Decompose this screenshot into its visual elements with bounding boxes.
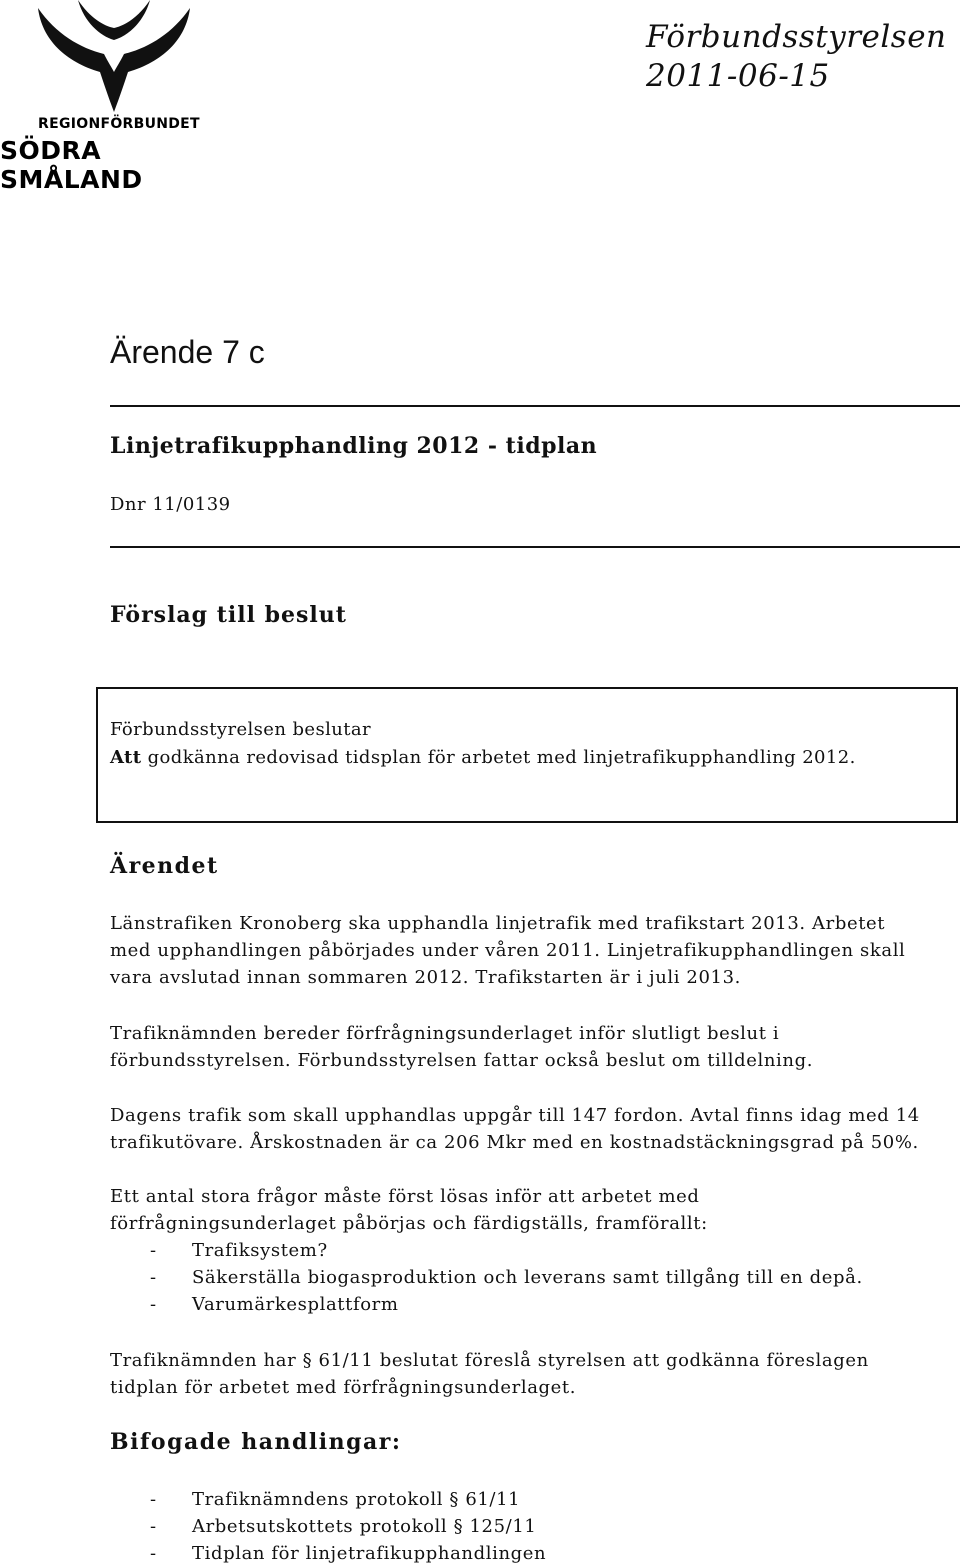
paragraph-line: Trafiknämnden har § 61/11 beslutat föreslå styrelsen att godkänna föreslagen bbox=[110, 1350, 869, 1371]
decision-att-word: Att bbox=[110, 747, 142, 768]
proposal-heading: Förslag till beslut bbox=[110, 602, 347, 628]
attachments-list bbox=[110, 1486, 950, 1567]
paragraph-line: tidplan för arbetet med förfrågningsunderlaget. bbox=[110, 1377, 577, 1398]
list-item: - Arbetsutskottets protokoll § 125/11 bbox=[110, 1513, 950, 1540]
paragraph-committee bbox=[110, 1020, 950, 1074]
list-item: - Varumärkesplattform bbox=[110, 1291, 950, 1318]
paragraph-line: med upphandlingen påbörjades under våren 2011. Linjetrafikupphandlingen skall bbox=[110, 940, 906, 961]
subject-heading: Linjetrafikupphandling 2012 - tidplan bbox=[110, 433, 598, 459]
divider-top bbox=[110, 405, 960, 407]
list-item: - Trafiknämndens protokoll § 61/11 bbox=[110, 1486, 950, 1513]
bird-emblem-icon bbox=[4, 0, 224, 115]
decision-text bbox=[110, 747, 856, 768]
header-date: 2011-06-15 bbox=[646, 58, 830, 94]
decision-intro: Förbundsstyrelsen beslutar bbox=[110, 719, 372, 740]
paragraph-line: Trafiknämnden bereder förfrågningsunderlaget inför slutligt beslut i bbox=[110, 1023, 780, 1044]
paragraph-line: trafikutövare. Årskostnaden är ca 206 Mkr med en kostnadstäckningsgrad på 50%. bbox=[110, 1132, 919, 1153]
paragraph-line: Dagens trafik som skall upphandlas uppgår till 147 fordon. Avtal finns idag med 14 bbox=[110, 1105, 920, 1126]
header-board-name: Förbundsstyrelsen bbox=[646, 19, 947, 55]
paragraph-line: vara avslutad innan sommaren 2012. Trafikstarten är i juli 2013. bbox=[110, 967, 741, 988]
paragraph-line: förbundsstyrelsen. Förbundsstyrelsen fattar också beslut om tilldelning. bbox=[110, 1050, 814, 1071]
list-item: - Tidplan för linjetrafikupphandlingen bbox=[110, 1540, 950, 1567]
decision-box bbox=[96, 687, 958, 823]
paragraph-line: förfrågningsunderlaget påbörjas och färdigställs, framförallt: bbox=[110, 1213, 708, 1234]
case-title: Ärende 7 c bbox=[110, 334, 265, 370]
attachments-section bbox=[110, 1486, 950, 1567]
list-item: - Trafiksystem? bbox=[110, 1237, 950, 1264]
header-meeting bbox=[646, 18, 947, 96]
logo-org-line2: SÖDRA SMÅLAND bbox=[0, 136, 143, 194]
paragraph-questions bbox=[110, 1183, 950, 1318]
paragraph-committee-decision bbox=[110, 1347, 950, 1401]
questions-list bbox=[110, 1237, 950, 1318]
organization-logo bbox=[0, 0, 230, 194]
matter-heading: Ärendet bbox=[110, 853, 219, 879]
paragraph-line: Ett antal stora frågor måste först lösas inför att arbetet med bbox=[110, 1186, 700, 1207]
paragraph-background bbox=[110, 910, 950, 991]
attachments-heading: Bifogade handlingar: bbox=[110, 1429, 402, 1455]
divider-bottom bbox=[110, 546, 960, 548]
logo-org-line1: REGIONFÖRBUNDET bbox=[38, 116, 200, 132]
decision-att-text: godkänna redovisad tidsplan för arbetet med linjetrafikupphandling 2012. bbox=[141, 747, 856, 768]
list-item: - Säkerställa biogasproduktion och leverans samt tillgång till en depå. bbox=[110, 1264, 950, 1291]
paragraph-current-traffic bbox=[110, 1102, 950, 1156]
registration-number: Dnr 11/0139 bbox=[110, 494, 231, 515]
paragraph-line: Länstrafiken Kronoberg ska upphandla linjetrafik med trafikstart 2013. Arbetet bbox=[110, 913, 886, 934]
